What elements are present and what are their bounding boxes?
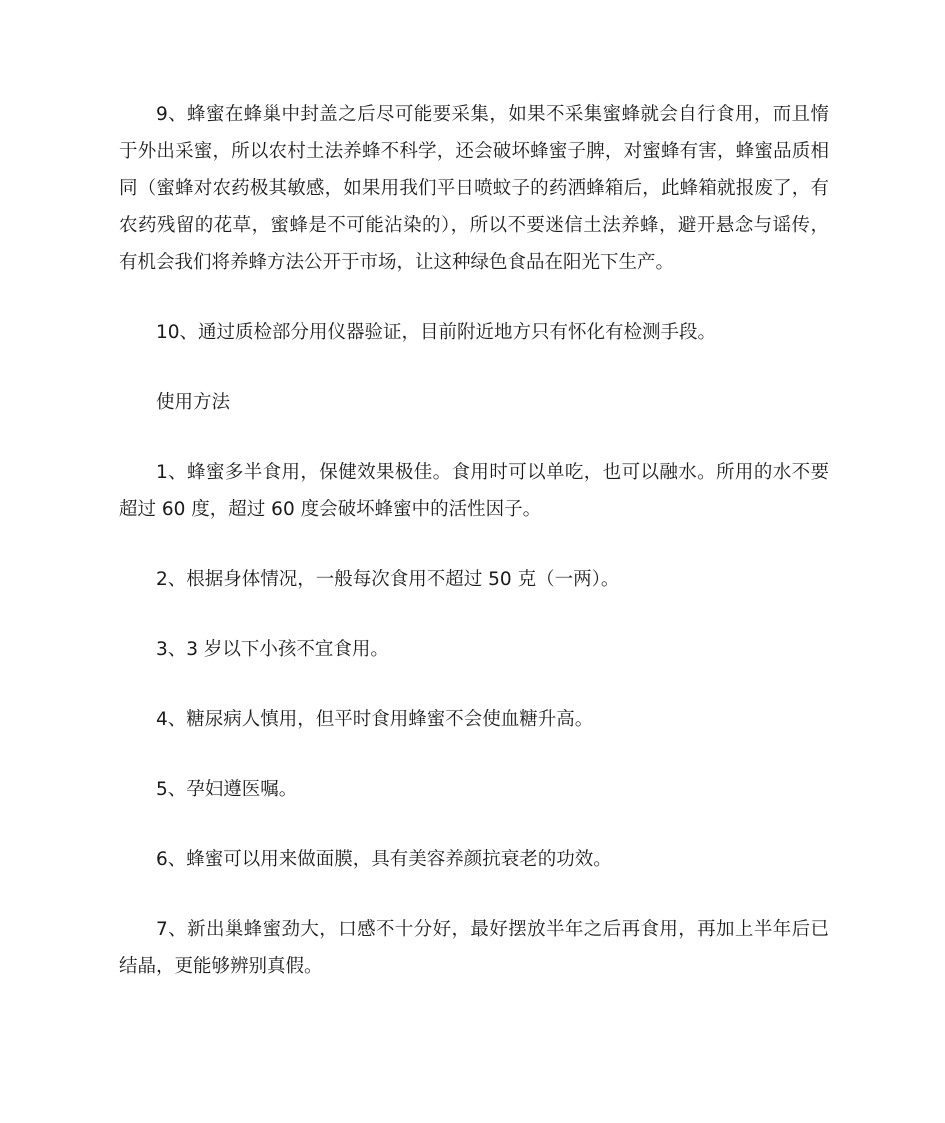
document-body [119, 96, 829, 985]
paragraph-gap [119, 421, 829, 454]
usage-item-5: 5、孕妇遵医嘱。 [156, 779, 298, 800]
usage-item-4: 4、糖尿病人慎用，但平时食用蜂蜜不会使血糖升高。 [156, 709, 594, 730]
usage-item-6: 6、蜂蜜可以用来做面膜，具有美容养颜抗衰老的功效。 [156, 849, 612, 870]
paragraph-gap [119, 528, 829, 561]
paragraph-gap [119, 351, 829, 384]
paragraph-9: 9、蜂蜜在蜂巢中封盖之后尽可能要采集，如果不采集蜜蜂就会自行食用，而且惰于外出采蜜，所以农村土法养蜂不科学，还会破坏蜂蜜子脾，对蜜蜂有害，蜂蜜品质相同（蜜蜂对农药极其敏感，如果用我们平日喷蚊子的药洒蜂箱后，此蜂箱就报废了，有农药残留的花草，蜜蜂是不可能沾染的），所以不要迷信土法养蜂，避开悬念与谣传，有机会我们将养蜂方法公开于市场，让这种绿色食品在阳光下生产。 [119, 104, 829, 273]
paragraph-gap [119, 738, 829, 771]
paragraph-gap [119, 668, 829, 701]
usage-item-2: 2、根据身体情况，一般每次食用不超过 50 克（一两）。 [156, 569, 620, 590]
paragraph-gap [119, 598, 829, 631]
paragraph-gap [119, 281, 829, 314]
paragraph-10: 10、通过质检部分用仪器验证，目前附近地方只有怀化有检测手段。 [156, 322, 717, 343]
paragraph-gap [119, 878, 829, 911]
usage-item-1: 1、蜂蜜多半食用，保健效果极佳。食用时可以单吃，也可以融水。所用的水不要超过 60 度，超过 60 度会破坏蜂蜜中的活性因子。 [119, 462, 829, 520]
usage-item-3: 3、3 岁以下小孩不宜食用。 [156, 639, 389, 660]
section-heading-usage: 使用方法 [156, 392, 231, 413]
paragraph-gap [119, 808, 829, 841]
usage-item-7: 7、新出巢蜂蜜劲大，口感不十分好，最好摆放半年之后再食用，再加上半年后已结晶，更能够辨别真假。 [119, 919, 829, 977]
